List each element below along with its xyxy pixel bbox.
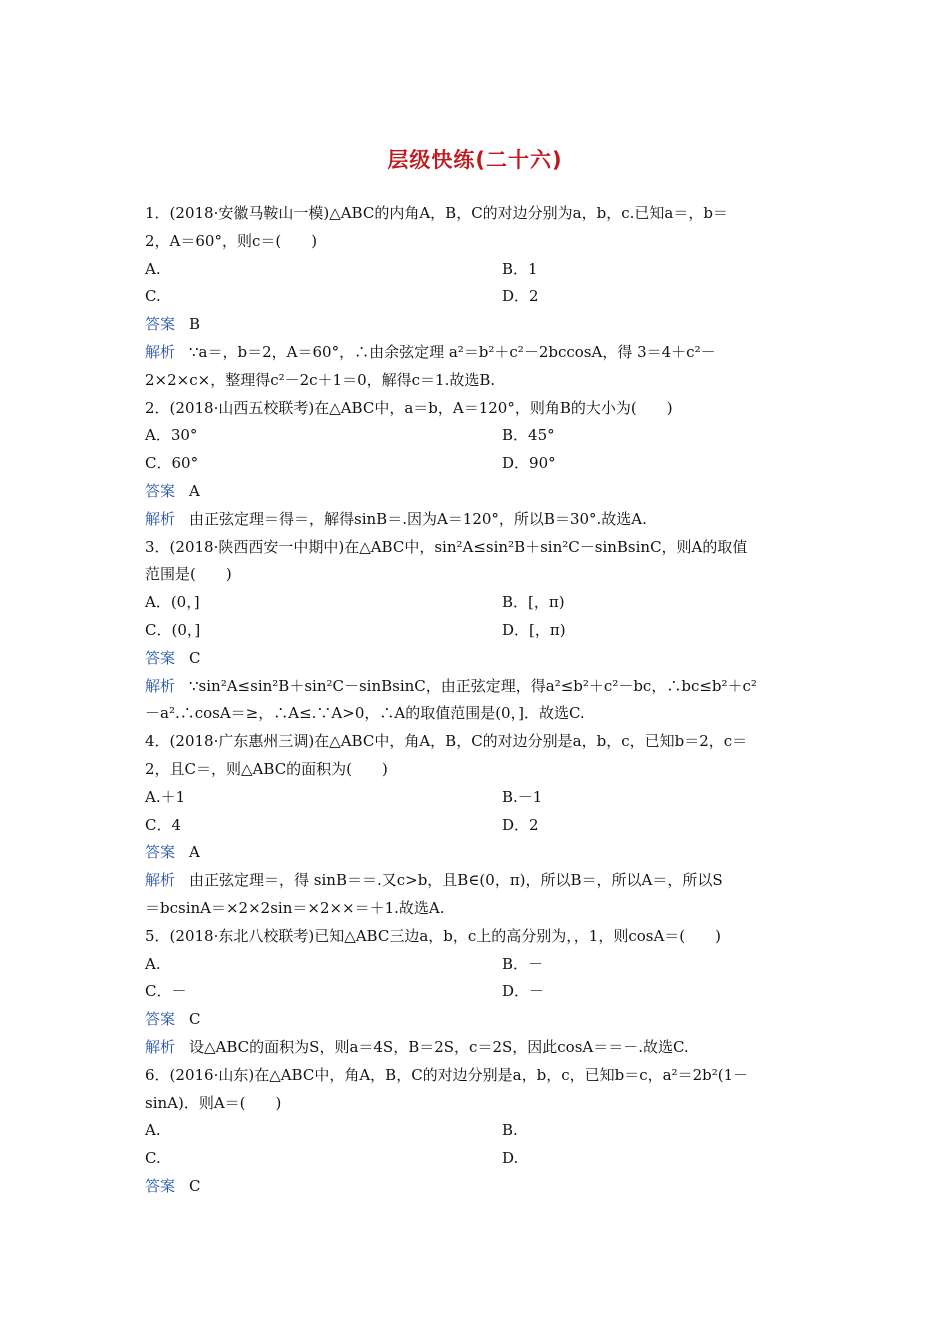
q1-option-b: B．1 xyxy=(502,259,538,278)
q6-option-a: A. xyxy=(145,1121,161,1140)
q5-stem-line-1: 5．(2018·东北八校联考)已知△ABC三边a，b，c上的高分别为，，1，则cosA＝( ) xyxy=(145,926,721,945)
q5-option-c: C．－ xyxy=(145,982,187,1001)
q1-answer-value: B xyxy=(189,315,201,334)
q5-answer-value: C xyxy=(189,1010,201,1029)
q5-option-a: A. xyxy=(145,954,161,973)
q4-stem-line-1: 4．(2018·广东惠州三调)在△ABC中，角A，B，C的对边分别是a，b，c，已知b＝2，c＝ xyxy=(145,732,748,751)
analysis-label: 解析 xyxy=(145,342,176,361)
q5-analysis-text-1: 设△ABC的面积为S，则a＝4S，B＝2S，c＝2S，因此cosA＝＝－.故选C. xyxy=(189,1037,689,1056)
q3-analysis-text-1: ∵sin²A≤sin²B＋sin²C－sinBsinC，由正弦定理，得a²≤b²＋c²－bc，∴bc≤b²＋c² xyxy=(189,676,757,695)
q1-analysis-text-1: ∵a＝，b＝2，A＝60°，∴由余弦定理 a²＝b²＋c²－2bccosA，得 3＝4＋c²－ xyxy=(189,342,716,361)
q4-option-d: D．2 xyxy=(502,815,539,834)
q4-analysis-text-1: 由正弦定理＝，得 sinB＝＝.又c>b，且B∈(0，π)，所以B＝，所以A＝，所以S xyxy=(189,871,723,890)
q4-options-row-1 xyxy=(145,784,810,812)
q5-answer xyxy=(145,1006,810,1034)
q3-answer xyxy=(145,645,810,673)
analysis-label: 解析 xyxy=(145,871,176,890)
q3-stem-line-2: 范围是( ) xyxy=(145,565,232,584)
q5-analysis-line-1 xyxy=(145,1034,810,1062)
q4-option-c: C．4 xyxy=(145,815,182,834)
q1-options-row-2 xyxy=(145,283,810,311)
q6-answer-value: C xyxy=(189,1176,201,1195)
q1-stem-line-1: 1．(2018·安徽马鞍山一模)△ABC的内角A，B，C的对边分别为a，b，c.已知a＝，b＝ xyxy=(145,204,728,222)
q1-options-row-1 xyxy=(145,256,810,284)
q4-analysis-line-2: ＝bcsinA＝×2×2sin＝×2××＝＋1.故选A. xyxy=(145,898,445,917)
answer-label: 答案 xyxy=(145,315,176,334)
question-list xyxy=(145,200,810,1201)
q1-analysis-line-1 xyxy=(145,339,810,367)
q4-answer-value: A xyxy=(189,843,200,862)
answer-label: 答案 xyxy=(145,481,176,500)
q6-options-row-2 xyxy=(145,1145,810,1173)
q2-options-row-2 xyxy=(145,450,810,478)
q5-option-b: B．－ xyxy=(502,954,544,973)
q2-stem-line-1: 2．(2018·山西五校联考)在△ABC中，a＝b，A＝120°，则角B的大小为( ) xyxy=(145,398,673,417)
q6-options-row-1 xyxy=(145,1117,810,1145)
answer-label: 答案 xyxy=(145,843,176,862)
q2-answer-value: A xyxy=(189,481,200,500)
q1-option-c: C. xyxy=(145,287,161,306)
q3-option-b: B．[，π) xyxy=(502,593,565,612)
q2-option-d: D．90° xyxy=(502,454,556,473)
q2-answer xyxy=(145,478,810,506)
analysis-label: 解析 xyxy=(145,676,176,695)
q3-options-row-1 xyxy=(145,589,810,617)
q3-stem-line-1: 3．(2018·陕西西安一中期中)在△ABC中，sin²A≤sin²B＋sin²C－sinBsinC，则A的取值 xyxy=(145,537,748,556)
q4-options-row-2 xyxy=(145,812,810,840)
page-title: 层级快练(二十六) xyxy=(387,148,563,172)
q6-option-c: C. xyxy=(145,1149,161,1168)
answer-label: 答案 xyxy=(145,1010,176,1029)
q1-option-d: D．2 xyxy=(502,287,539,306)
q2-option-b: B．45° xyxy=(502,426,555,445)
q6-answer xyxy=(145,1173,810,1201)
q3-options-row-2 xyxy=(145,617,810,645)
q4-option-b: B.－1 xyxy=(502,787,543,806)
answer-label: 答案 xyxy=(145,648,176,667)
q2-option-a: A．30° xyxy=(145,426,198,445)
q3-analysis-line-1 xyxy=(145,673,810,701)
analysis-label: 解析 xyxy=(145,509,176,528)
q3-answer-value: C xyxy=(189,648,201,667)
q4-answer xyxy=(145,839,810,867)
q5-options-row-2 xyxy=(145,978,810,1006)
q3-option-a: A．(0，] xyxy=(145,593,200,612)
q3-analysis-line-2: －a².∴cosA＝≥，∴A≤.∵A>0，∴A的取值范围是(0，]．故选C. xyxy=(145,704,585,723)
q5-options-row-1 xyxy=(145,951,810,979)
analysis-label: 解析 xyxy=(145,1037,176,1056)
q5-option-d: D．－ xyxy=(502,982,545,1001)
q2-analysis-text-1: 由正弦定理＝得＝，解得sinB＝.因为A＝120°，所以B＝30°.故选A. xyxy=(189,509,647,528)
answer-label: 答案 xyxy=(145,1176,176,1195)
q6-stem-line-1: 6．(2016·山东)在△ABC中，角A，B，C的对边分别是a，b，c，已知b＝c，a²＝2b²(1－ xyxy=(145,1065,749,1084)
q2-options-row-1 xyxy=(145,422,810,450)
q2-option-c: C．60° xyxy=(145,454,199,473)
q4-stem-line-2: 2，且C＝，则△ABC的面积为( ) xyxy=(145,759,388,778)
q4-option-a: A.＋1 xyxy=(145,787,186,806)
q1-option-a: A. xyxy=(145,259,161,278)
q3-option-d: D．[，π) xyxy=(502,620,566,639)
q1-stem-line-2: 2，A＝60°，则c＝( ) xyxy=(145,231,318,250)
q2-analysis-line-1 xyxy=(145,506,810,534)
q6-option-b: B. xyxy=(502,1121,518,1140)
q4-analysis-line-1 xyxy=(145,867,810,895)
q1-analysis-line-2: 2×2×c×，整理得c²－2c＋1＝0，解得c＝1.故选B. xyxy=(145,370,496,389)
q6-stem-line-2: sinA)．则A＝( ) xyxy=(145,1093,282,1112)
q1-answer xyxy=(145,311,810,339)
q6-option-d: D. xyxy=(502,1149,519,1168)
q3-option-c: C．(0，] xyxy=(145,620,201,639)
